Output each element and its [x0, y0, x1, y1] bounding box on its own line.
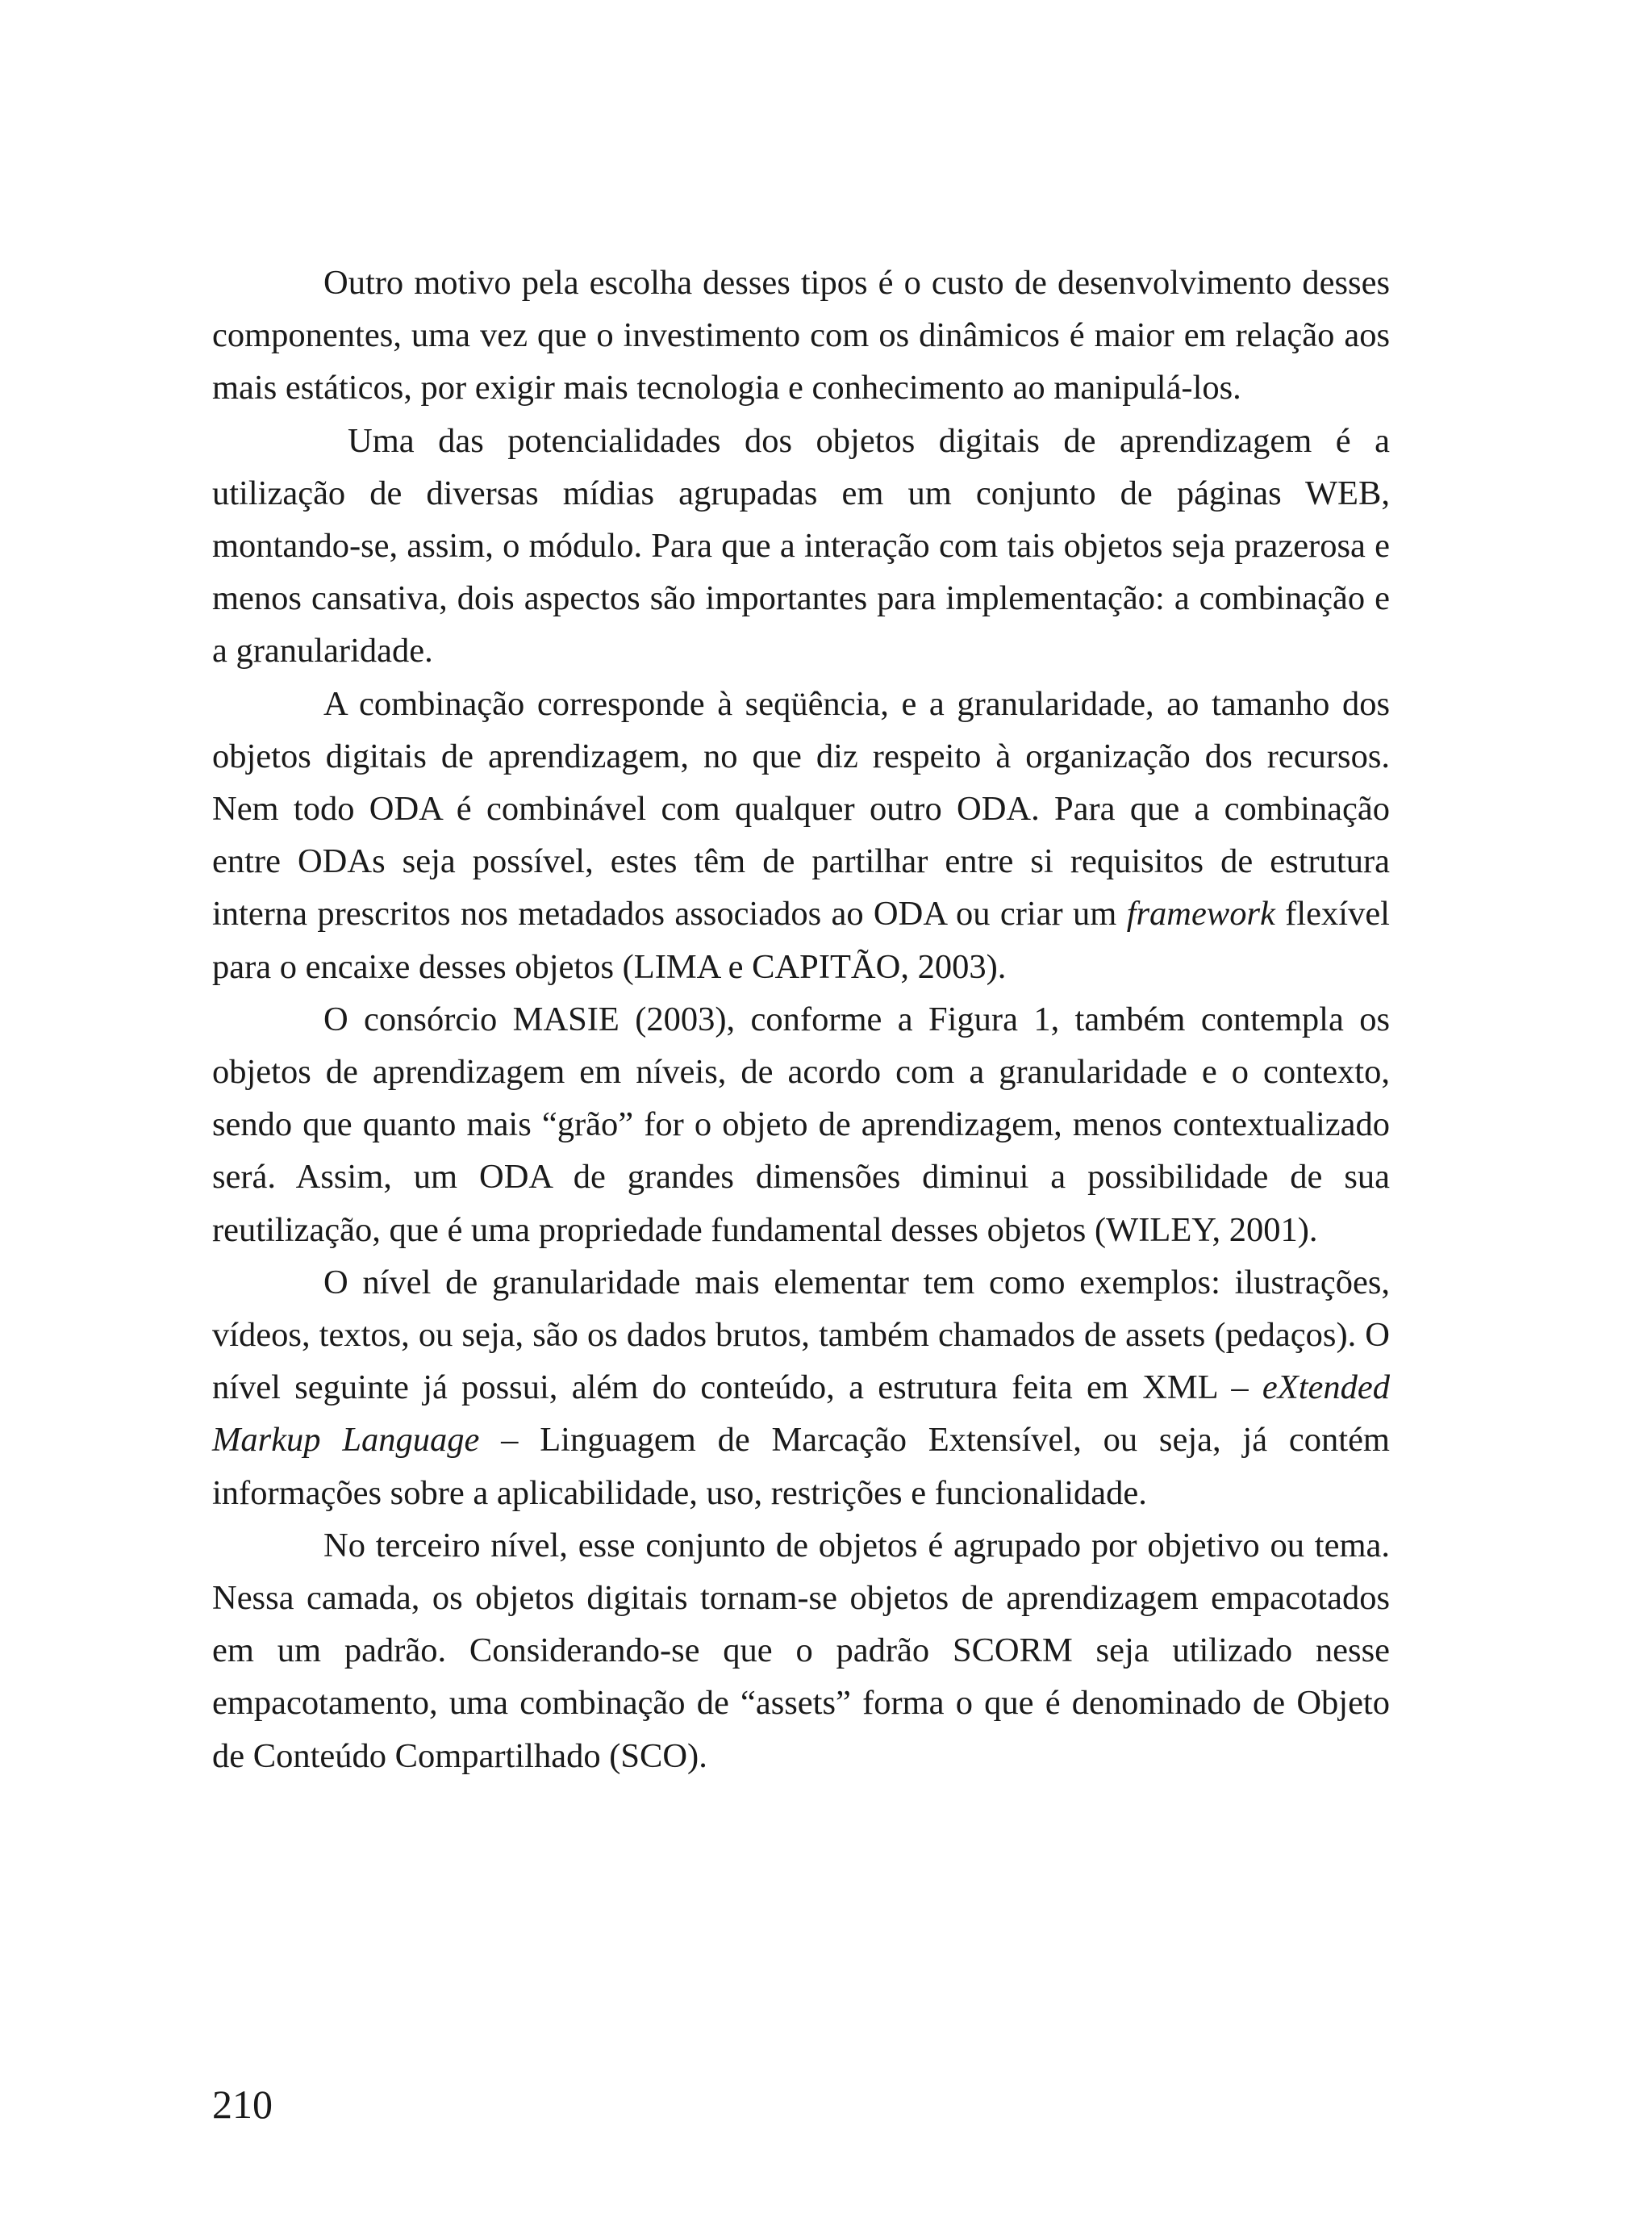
paragraph-granularidade	[212, 1256, 1390, 1519]
paragraph-terceiro-nivel	[212, 1519, 1390, 1782]
italic-term-framework: framework	[1126, 895, 1275, 934]
paragraph-text: O nível de granularidade mais elementar tem como exemplos: ilustrações, vídeos, textos, ou seja, são os dados brutos, também chamados de assets (pedaços). O nível seguinte já possui, além do conteúdo, a estrutura feita em XML –	[212, 1263, 1390, 1407]
paragraph-masie	[212, 993, 1390, 1256]
paragraph-text: Uma das potencialidades dos objetos digitais de aprendizagem é a utilização de diversas mídias agrupadas em um conjunto de páginas WEB, montando-se, assim, o módulo. Para que a interação com tais objetos seja prazerosa e menos cansativa, dois aspectos são importantes para implementação: a combinação e a granularidade.	[212, 421, 1390, 670]
paragraph-text: O consórcio MASIE (2003), conforme a Figura 1, também contempla os objetos de aprendizagem em níveis, de acordo com a granularidade e o contexto, sendo que quanto mais “grão” for o objeto de aprendizagem, menos contextualizado será. Assim, um ODA de grandes dimensões diminui a possibilidade de sua reutilização, que é uma propriedade fundamental desses objetos (WILEY, 2001).	[212, 1000, 1390, 1249]
paragraph-text: – Linguagem de Marcação Extensível, ou seja, já contém informações sobre a aplicabilidade, uso, restrições e funcionalidade.	[212, 1421, 1390, 1512]
paragraph-text: Outro motivo pela escolha desses tipos é o custo de desenvolvimento desses componentes, uma vez que o investimento com os dinâmicos é maior em relação aos mais estáticos, por exigir mais tecnologia e conhecimento ao manipulá-los.	[212, 264, 1390, 407]
paragraph-text: flexível para o encaixe desses objetos (LIMA e CAPITÃO, 2003).	[212, 895, 1390, 986]
italic-term-xml: eXtended Markup Language	[212, 1368, 1390, 1460]
body-text	[212, 257, 1390, 1782]
paragraph-text: A combinação corresponde à seqüência, e a granularidade, ao tamanho dos objetos digitais de aprendizagem, no que diz respeito à organização dos recursos. Nem todo ODA é combinável com qualquer outro ODA. Para que a combinação entre ODAs seja possível, estes têm de partilhar entre si requisitos de estrutura interna prescritos nos metadados associados ao ODA ou criar um	[212, 684, 1390, 934]
paragraph-custo	[212, 257, 1390, 415]
paragraph-text: No terceiro nível, esse conjunto de objetos é agrupado por objetivo ou tema. Nessa camada, os objetos digitais tornam-se objetos de aprendizagem empacotados em um padrão. Considerando-se que o padrão SCORM seja utilizado nesse empacotamento, uma combinação de “assets” forma o que é denominado de Objeto de Conteúdo Compartilhado (SCO).	[212, 1526, 1390, 1775]
page-number: 210	[212, 2082, 273, 2127]
paragraph-potencialidades	[212, 415, 1390, 678]
paragraph-combinacao	[212, 678, 1390, 993]
